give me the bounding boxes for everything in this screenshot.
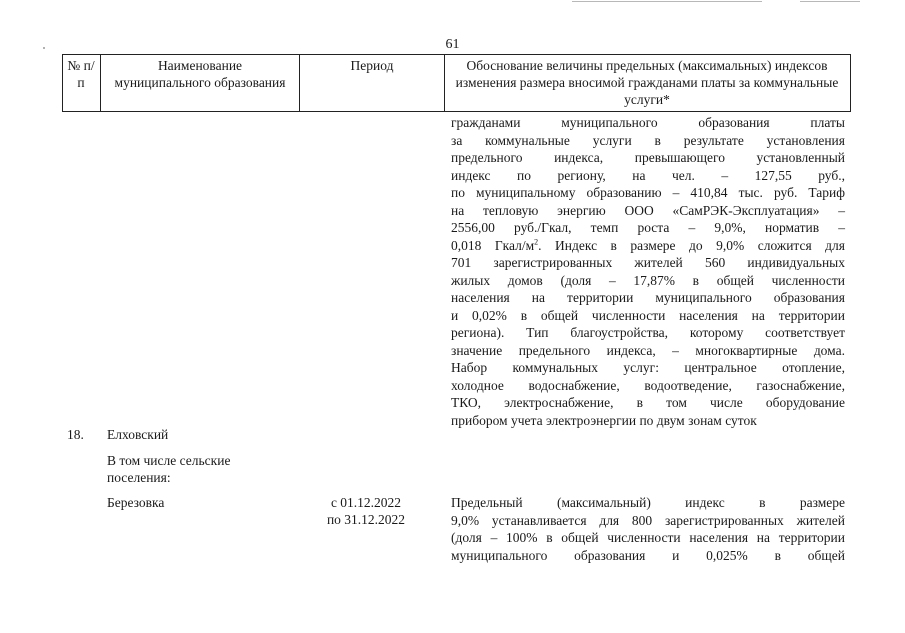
- text-line: индекс по региону, на чел. – 127,55 руб.,: [451, 167, 845, 183]
- text-line: гражданами муниципального образования платы: [451, 115, 845, 130]
- text-line: предельного индекса, превышающего установленный: [451, 150, 845, 165]
- settlement-name: Березовка: [107, 495, 165, 510]
- text-line: населения на территории муниципального образования: [451, 290, 845, 305]
- header-period-column: Период: [350, 58, 394, 73]
- row-number: 18.: [67, 427, 84, 442]
- header-number-column: № п/п: [67, 58, 95, 90]
- text-line: муниципального образования и 0,025% в общей: [451, 547, 845, 563]
- header-divider-2: [299, 54, 300, 112]
- text-line: на тепловую энергию ООО «СамРЭК-Эксплуатация» –: [451, 202, 845, 218]
- header-name-column: Наименование муниципального образования: [114, 58, 286, 90]
- text-line: Предельный (максимальный) индекс в размере: [451, 495, 845, 510]
- text-line: 701 зарегистрированных жителей 560 индивидуальных: [451, 255, 845, 270]
- text-line: по муниципальному образованию – 410,84 тыс. руб. Тариф: [451, 185, 845, 200]
- settlement-justification: [451, 494, 845, 564]
- period-to: по 31.12.2022: [326, 512, 406, 527]
- text-line: 2556,00 руб./Гкал, темп роста – 9,0%, норматив –: [451, 220, 845, 235]
- period-from: с 01.12.2022: [330, 495, 402, 510]
- header-divider-1: [100, 54, 101, 112]
- scan-artifact-line: [800, 1, 860, 2]
- settlement-period: [320, 494, 412, 528]
- text-line: жилых домов (доля – 17,87% в общей численности: [451, 272, 845, 288]
- text-line: и 0,02% в общей численности населения на территории: [451, 307, 845, 323]
- text-line: (доля – 100% в общей численности населения на территории: [451, 530, 845, 545]
- superscript: 2: [534, 237, 539, 246]
- text-line: ТКО, электроснабжение, в том числе оборудование: [451, 395, 845, 410]
- text-line: прибором учета электроэнергии по двум зонам суток: [451, 412, 757, 428]
- continuation-text: [451, 114, 845, 429]
- text-line: 9,0% устанавливается для 800 зарегистрированных жителей: [451, 512, 845, 528]
- header-border-bottom: [62, 111, 851, 112]
- text-line: холодное водоснабжение, водоотведение, газоснабжение,: [451, 377, 845, 393]
- scan-artifact-line: [572, 1, 762, 2]
- text-line: за коммунальные услуги в результате установления: [451, 132, 845, 148]
- page-number: 61: [445, 37, 460, 52]
- table-header: [62, 54, 851, 112]
- municipality-name: Елховский: [107, 427, 169, 442]
- text-line: значение предельного индекса, – многоквартирные дома.: [451, 342, 845, 358]
- header-divider-3: [444, 54, 445, 112]
- text-line: Набор коммунальных услуг: центральное отопление,: [451, 360, 845, 375]
- text-fragment: 0,018 Гкал/м: [451, 237, 535, 253]
- including-rural-settlements: В том числе сельские поселения:: [107, 453, 231, 485]
- header-justification-column: Обоснование величины предельных (максимальных) индексов изменения размера вносимой гражданами платы за коммунальные услуги*: [455, 58, 839, 107]
- text-line: [451, 237, 845, 255]
- header-border-right: [850, 54, 851, 112]
- header-border-left: [62, 54, 63, 112]
- text-line: региона). Тип благоустройства, которому соответствует: [451, 325, 845, 340]
- header-border-top: [62, 54, 851, 55]
- text-fragment: . Индекс в размере до 9,0% сложится для: [538, 237, 845, 253]
